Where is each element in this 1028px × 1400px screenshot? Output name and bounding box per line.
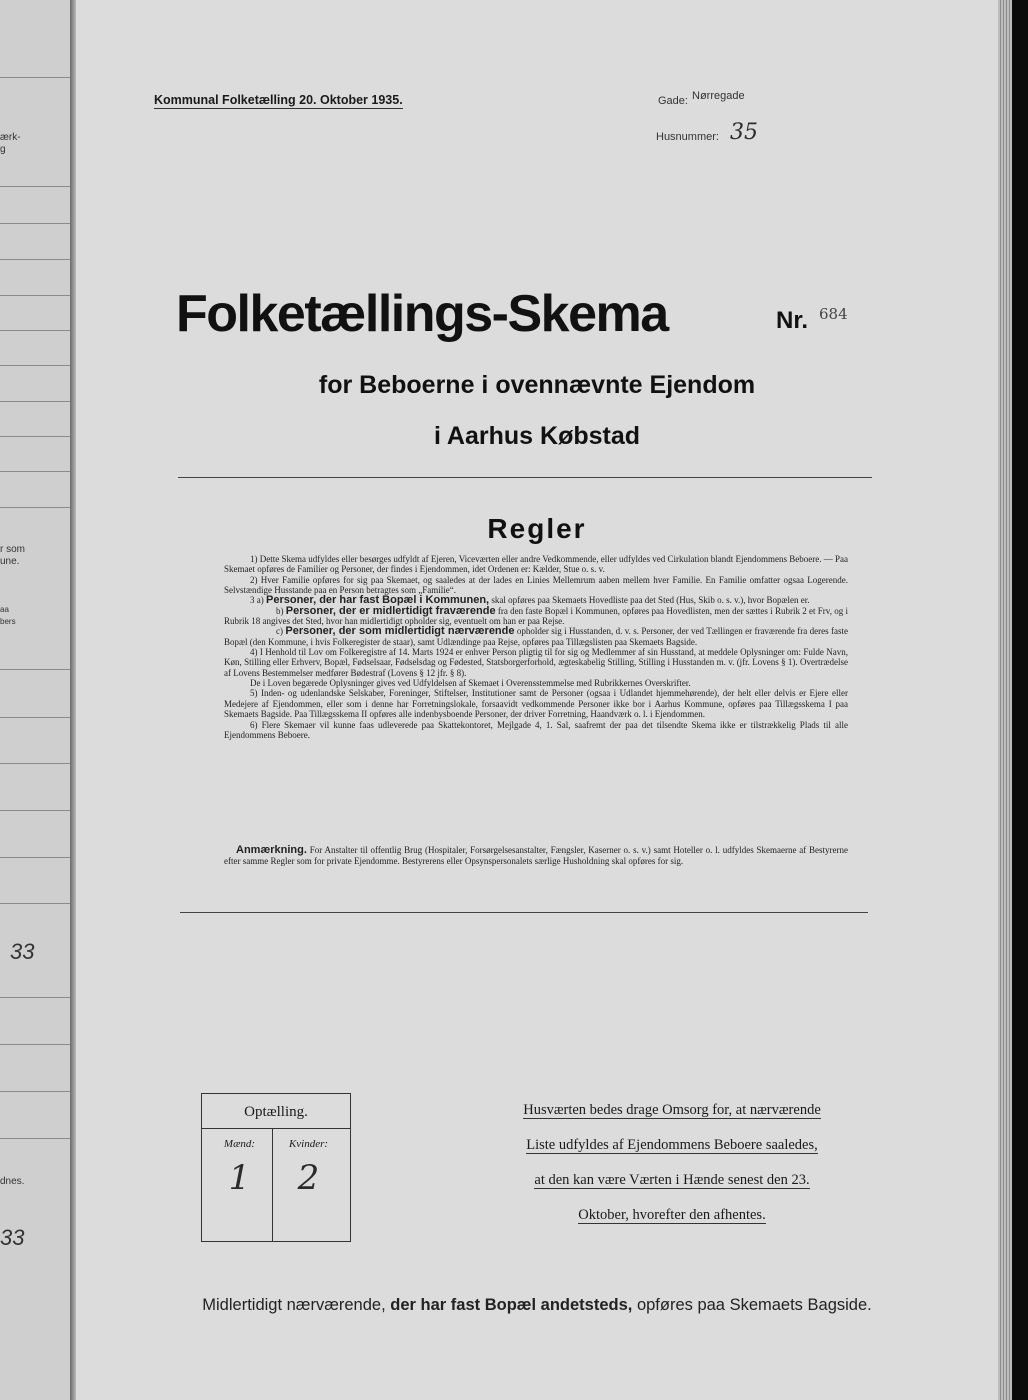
left-rule bbox=[0, 763, 70, 764]
instruction-line: at den kan være Værten i Hænde senest den 23. bbox=[534, 1172, 810, 1188]
remark-label: Anmærkning. bbox=[236, 844, 307, 856]
rule-number: b) bbox=[276, 605, 284, 616]
rules-heading: Regler bbox=[487, 513, 587, 544]
rule-emphasis: Personer, der som midlertidigt nærværende bbox=[285, 625, 515, 638]
left-rule bbox=[0, 77, 70, 78]
left-rule bbox=[0, 186, 70, 187]
page-stack-edge bbox=[998, 0, 1012, 1400]
rule-text: opholder sig i Husstanden, d. v. s. Personer, der ved Tællingen er fraværende fra deres faste Bopæl (den Kommune, i hvis Folkeregister de staar), samt Udlændinge paa Rejse, opføres paa Tillægslisten paa Skemaets Bagside. bbox=[224, 626, 849, 647]
street-label: Gade: bbox=[658, 95, 688, 107]
left-handwritten: 33 bbox=[0, 1225, 25, 1250]
footer-note bbox=[76, 1296, 998, 1315]
left-rule bbox=[0, 507, 70, 508]
rule-paragraph: 1) Dette Skema udfyldes eller besørges udfyldt af Ejeren, Viceværten eller andre Vedkommende, eller udfyldes ved Cirkulation blandt Ejendommens Beboere. — Paa Skemaet opføres de Familier og Personer, der findes i Ejendommen, idet Ordenen er: Kælder, Stue o. s. v. bbox=[224, 554, 848, 575]
footer-emphasis: der har fast Bopæl andetsteds, bbox=[390, 1296, 633, 1314]
form-subtitle: for Beboerne i ovennævnte Ejendom bbox=[318, 371, 756, 399]
street-value: Nørregade bbox=[692, 90, 745, 102]
house-number-value: 35 bbox=[730, 120, 758, 145]
left-rule bbox=[0, 1138, 70, 1139]
women-count-cell bbox=[272, 1128, 345, 1241]
women-value: 2 bbox=[297, 1158, 320, 1198]
rule-paragraph: 6) Flere Skemaer vil kunne faas udleverede paa Skattekontoret, Mejlgade 4, 1. Sal, saafremt der paa det tilsendte Skema ikke er tilstrækkelig Plads til alle Ejendommens Beboere. bbox=[224, 719, 848, 740]
left-fragment: aa bers bbox=[0, 605, 16, 626]
form-number-label: Nr. bbox=[776, 307, 809, 334]
rule-number: c) bbox=[276, 626, 283, 637]
left-rule bbox=[0, 997, 70, 998]
left-rule bbox=[0, 669, 70, 670]
rule-emphasis: Personer, der har fast Bopæl i Kommunen, bbox=[266, 594, 490, 607]
rule-paragraph: De i Loven begærede Oplysninger gives ved Udfyldelsen af Skemaet i Overensstemmelse med Rubrikkernes Overskrifter. bbox=[250, 678, 691, 689]
left-facing-page bbox=[0, 0, 71, 1400]
form-title: Folketællings-Skema bbox=[176, 285, 668, 343]
men-value: 1 bbox=[228, 1158, 251, 1198]
men-label: Mænd: bbox=[223, 1138, 256, 1150]
divider-rule bbox=[180, 912, 868, 913]
left-rule bbox=[0, 1044, 70, 1045]
left-rule bbox=[0, 436, 70, 437]
divider-rule bbox=[178, 477, 872, 478]
left-handwritten: 33 bbox=[10, 939, 35, 964]
house-number-label: Husnummer: bbox=[656, 131, 719, 143]
form-number-value: 684 bbox=[819, 305, 848, 323]
rule-paragraph bbox=[224, 606, 848, 627]
rule-emphasis: Personer, der er midlertidigt fraværende bbox=[285, 604, 496, 617]
men-count-cell bbox=[207, 1128, 273, 1241]
left-rule bbox=[0, 857, 70, 858]
count-box bbox=[201, 1093, 351, 1242]
left-rule bbox=[0, 401, 70, 402]
count-title: Optælling. bbox=[202, 1094, 350, 1129]
rule-text: skal opføres paa Skemaets Hovedliste paa det Sted (Hus, Skib o. s. v.), hvor Bopælen er. bbox=[491, 595, 810, 606]
rule-number: 3 a) bbox=[250, 595, 264, 606]
instruction-line: Liste udfyldes af Ejendommens Beboere saaledes, bbox=[526, 1137, 818, 1153]
footer-text: opføres paa Skemaets Bagside. bbox=[636, 1296, 872, 1314]
rule-paragraph: 4) I Henhold til Lov om Folkeregistre af 14. Marts 1924 er enhver Person pligtig til for sig og Medlemmer af sin Husstand, at meddele Oplysninger om: Fulde Navn, Køn, Stilling eller Erhverv, Bopæl, Fødselsaar, Fødselsdag og Fødested, Statsborgerforhold, ægteskabelig Stilling, Stilling i Husstanden m. v. (jfr. Lovens § 1). Overtrædelse af Lovens Bestemmelser medfører Bødestraf (Lovens § 12 jfr. § 8). bbox=[224, 647, 848, 678]
landlord-instructions bbox=[502, 1098, 842, 1238]
left-fragment: r som une. bbox=[0, 544, 25, 567]
form-city: i Aarhus Købstad bbox=[433, 422, 641, 450]
footer-text: Midlertidigt nærværende, bbox=[202, 1296, 386, 1314]
census-form-page bbox=[76, 0, 998, 1400]
rules-body bbox=[224, 554, 848, 740]
left-fragment: ærk- g bbox=[0, 132, 21, 155]
left-rule bbox=[0, 330, 70, 331]
instruction-line: Husværten bedes drage Omsorg for, at nærværende bbox=[523, 1102, 821, 1118]
census-header-title: Kommunal Folketælling 20. Oktober 1935. bbox=[154, 93, 403, 107]
left-fragment: dnes. bbox=[0, 1176, 25, 1187]
left-rule bbox=[0, 295, 70, 296]
left-rule bbox=[0, 259, 70, 260]
women-label: Kvinder: bbox=[288, 1138, 329, 1150]
left-rule bbox=[0, 810, 70, 811]
left-rule bbox=[0, 717, 70, 718]
left-rule bbox=[0, 223, 70, 224]
instruction-line: Oktober, hvorefter den afhentes. bbox=[578, 1207, 766, 1223]
remark-note bbox=[224, 845, 848, 866]
rule-paragraph bbox=[224, 626, 848, 647]
left-rule bbox=[0, 1091, 70, 1092]
left-rule bbox=[0, 471, 70, 472]
left-rule bbox=[0, 903, 70, 904]
rule-text: fra den faste Bopæl i Kommunen, opføres paa Hovedlisten, men der sættes i Rubrik 2 et Frv, og i Rubrik 18 angives det Sted, hvor han midlertidigt opholder sig, eventuelt om han er paa Rejse. bbox=[224, 605, 849, 627]
remark-text: For Anstalter til offentlig Brug (Hospitaler, Forsørgelsesanstalter, Fængsler, Kaserner o. s. v.) samt Hoteller o. l. udfyldes Skemaerne af Bestyrerne efter samme Regler som for private Ejendomme. Bestyrerens eller Opsynspersonalets særlige Husholdning skal opføres for sig. bbox=[224, 845, 849, 866]
rule-paragraph: 5) Inden- og udenlandske Selskaber, Foreninger, Stiftelser, Institutioner samt de Personer (ogsaa i Udlandet hjemmehørende), der helt eller delvis er Ejere eller Medejere af Ejendommen, eller som i denne har Forretningslokale, forsaavidt vedkommende Personer ikke bor i Aarhus Kommune, opføres paa Tillægsskema I paa Skemaets Bagside. Paa Tillægsskema II opføres alle indenbysboende Personer, der driver Forretning, Haandværk o. l. i Ejendommen. bbox=[224, 688, 848, 720]
left-rule bbox=[0, 365, 70, 366]
rule-paragraph: 2) Hver Familie opføres for sig paa Skemaet, og saaledes at der lades en Linies Mellemrum aaben mellem hver Familie. En Familie omfatter ogsaa Logerende. Selvstændige Husstande paa en Person betragtes som „Familie“. bbox=[224, 574, 848, 596]
